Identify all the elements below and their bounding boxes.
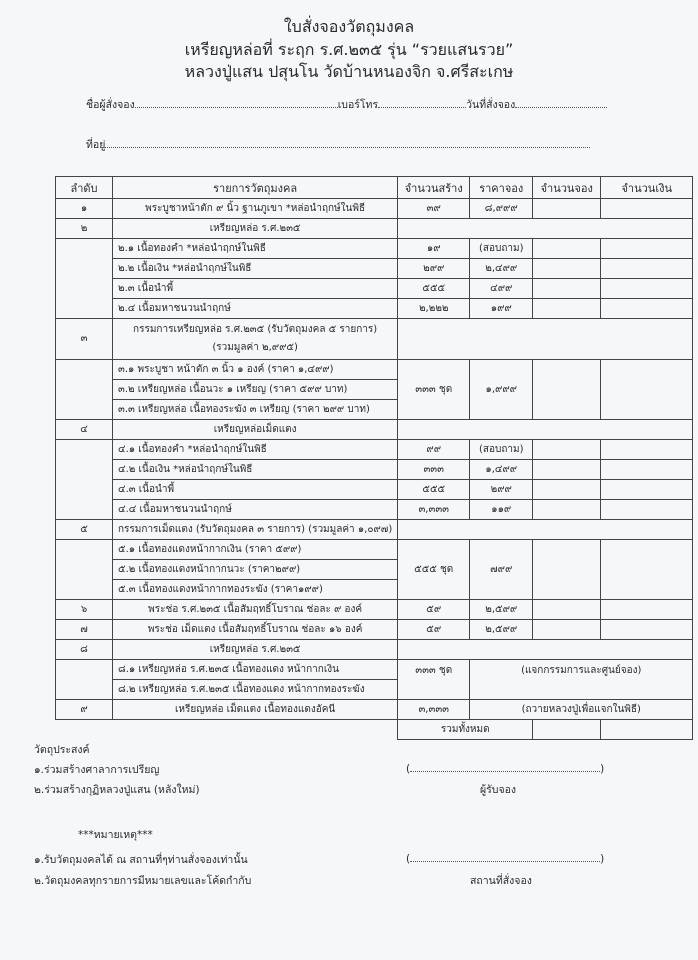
item-price: ๑๑๙ <box>470 500 533 520</box>
item-qty: ๓๙ <box>398 199 470 219</box>
order-count-cell[interactable] <box>533 360 601 420</box>
table-row <box>56 259 693 279</box>
item-qty: ๕๙ <box>398 620 470 640</box>
table-row <box>56 640 693 660</box>
amount-cell[interactable] <box>601 440 693 460</box>
item-no: ๗ <box>56 620 113 640</box>
date-label: วันที่สั่งจอง <box>466 99 516 111</box>
table-row <box>56 520 693 540</box>
address-label: ที่อยู่ <box>86 139 106 151</box>
order-count-cell[interactable] <box>533 239 601 259</box>
item-no: ๒ <box>56 219 113 239</box>
col-header: ลำดับ <box>56 177 113 199</box>
item-name: เหรียญหล่อ ร.ศ.๒๓๕ <box>113 640 398 660</box>
amount-cell[interactable] <box>601 620 693 640</box>
document-title: ใบสั่งจองวัตถุมงคล <box>283 17 415 36</box>
item-price: ๒๙๙ <box>470 480 533 500</box>
table-row <box>56 480 693 500</box>
col-header: จำนวนเงิน <box>601 177 693 199</box>
item-price: ๑,๔๙๙ <box>470 460 533 480</box>
item-name: ๒.๒ เนื้อเงิน *หล่อนำฤกษ์ในพิธี <box>113 259 398 279</box>
table-row <box>56 540 693 560</box>
place-label: สถานที่สั่งจอง <box>470 875 532 887</box>
amount-cell[interactable] <box>601 199 693 219</box>
amount-cell[interactable] <box>601 600 693 620</box>
item-price: (สอบถาม) <box>470 440 533 460</box>
address-field[interactable] <box>105 137 590 148</box>
table-row <box>56 660 693 680</box>
item-qty: ๓,๓๓๓ <box>398 500 470 520</box>
paren: ( <box>406 853 411 865</box>
item-qty: ๙๙ <box>398 440 470 460</box>
item-note: (แจกกรรมการและศูนย์จอง) <box>470 660 693 700</box>
item-name: ๔.๓ เนื้อนำพี้ <box>113 480 398 500</box>
item-qty: ๑๙ <box>398 239 470 259</box>
item-qty: ๓๓๓ ชุด <box>398 360 470 420</box>
item-no: ๑ <box>56 199 113 219</box>
item-no: ๖ <box>56 600 113 620</box>
order-count-cell[interactable] <box>533 259 601 279</box>
table-row <box>56 700 693 720</box>
order-count-cell[interactable] <box>533 460 601 480</box>
col-header: ราคาจอง <box>470 177 533 199</box>
item-name: ๓.๒ เหรียญหล่อ เนื้อนวะ ๑ เหรียญ (ราคา ๕๙๙ บาท) <box>113 380 398 400</box>
item-name: ๘.๑ เหรียญหล่อ ร.ศ.๒๓๕ เนื้อทองแดง หน้ากากเงิน <box>113 660 398 680</box>
order-count-cell[interactable] <box>533 299 601 319</box>
signature-dots <box>410 761 600 772</box>
order-info-line <box>86 96 607 113</box>
amount-cell[interactable] <box>601 360 693 420</box>
date-field[interactable] <box>515 97 607 108</box>
spacer <box>56 720 113 740</box>
phone-label: เบอร์โทร <box>337 99 379 111</box>
note-item: ๑.รับวัตถุมงคลได้ ณ สถานที่ๆท่านสั่งจองเท่านั้น <box>34 854 248 866</box>
table-row <box>56 219 693 239</box>
item-price: ๑๙๙ <box>470 299 533 319</box>
order-count-cell[interactable] <box>533 600 601 620</box>
paren: ) <box>600 763 605 775</box>
item-name: ๕.๒ เนื้อทองแดงหน้ากากนวะ (ราคา๒๙๙) <box>113 560 398 580</box>
item-note: (ถวายหลวงปู่เพื่อแจกในพิธี) <box>470 700 693 720</box>
total-label: รวมทั้งหมด <box>398 720 533 740</box>
item-price: ๒,๕๙๙ <box>470 620 533 640</box>
table-row <box>56 440 693 460</box>
item-name: กรรมการเหรียญหล่อ ร.ศ.๒๓๕ (รับวัตถุมงคล ๕ รายการ) <box>133 324 378 335</box>
phone-field[interactable] <box>378 97 466 108</box>
col-header: จำนวนจอง <box>533 177 601 199</box>
amount-cell[interactable] <box>601 239 693 259</box>
receiver-signature-line[interactable] <box>406 761 604 775</box>
col-header: รายการวัตถุมงคล <box>113 177 398 199</box>
item-price: ๑,๙๙๙ <box>470 360 533 420</box>
item-name: กรรมการเม็ดแตง (รับวัตถุมงคล ๓ รายการ) (รวมมูลค่า ๑,๐๙๗) <box>113 520 398 540</box>
col-header: จำนวนสร้าง <box>398 177 470 199</box>
item-price: ๒,๕๙๙ <box>470 600 533 620</box>
order-count-cell[interactable] <box>533 500 601 520</box>
item-no: ๘ <box>56 640 113 660</box>
item-qty: ๕๕๕ <box>398 279 470 299</box>
item-name: เหรียญหล่อ ร.ศ.๒๓๕ <box>113 219 398 239</box>
document-subtitle-temple: หลวงปู่แสน ปสุนโน วัดบ้านหนองจิก จ.ศรีสะเกษ <box>184 62 514 81</box>
signature-dots <box>410 851 600 862</box>
item-name: พระช่อ เม็ดแตง เนื้อสัมฤทธิ์โบราณ ช่อละ ๑๖ องค์ <box>113 620 398 640</box>
item-qty: ๓๓๓ ชุด <box>398 660 470 700</box>
table-header-row <box>56 177 693 199</box>
total-count-cell[interactable] <box>533 720 601 740</box>
empty-cell <box>56 540 113 600</box>
spacer <box>113 720 398 740</box>
empty-cell <box>56 660 113 700</box>
amount-cell[interactable] <box>601 259 693 279</box>
empty-cell <box>56 239 113 319</box>
document-subtitle: เหรียญหล่อที่ ระฤก ร.ศ.๒๓๕ รุ่น “รวยแสนรวย” <box>184 40 514 59</box>
note-item: ๒.วัตถุมงคลทุกรายการมีหมายเลขและโค้ดกำกับ <box>34 875 252 887</box>
paren: ( <box>406 763 411 775</box>
item-qty: ๕๕๕ ชุด <box>398 540 470 600</box>
empty-cell <box>56 440 113 520</box>
table-row <box>56 420 693 440</box>
empty-cell <box>56 360 113 420</box>
receiver-label: ผู้รับจอง <box>480 784 517 796</box>
item-qty: ๕๙ <box>398 600 470 620</box>
table-row <box>56 620 693 640</box>
item-name: ๕.๑ เนื้อทองแดงหน้ากากเงิน (ราคา ๕๙๙) <box>113 540 398 560</box>
item-name: เหรียญหล่อเม็ดแตง <box>113 420 398 440</box>
item-price: ๔๙๙ <box>470 279 533 299</box>
item-price: ๘,๙๙๙ <box>470 199 533 219</box>
address-line <box>86 136 590 153</box>
order-count-cell[interactable] <box>533 480 601 500</box>
item-price: ๗๙๙ <box>470 540 533 600</box>
item-no: ๙ <box>56 700 113 720</box>
item-price: (สอบถาม) <box>470 239 533 259</box>
item-no: ๔ <box>56 420 113 440</box>
item-name: ๓.๑ พระบูชา หน้าตัก ๓ นิ้ว ๑ องค์ (ราคา ๑,๔๙๙) <box>113 360 398 380</box>
item-qty: ๓,๓๓๓ <box>398 700 470 720</box>
amount-cell[interactable] <box>601 279 693 299</box>
item-name: ๔.๔ เนื้อมหาชนวนนำฤกษ์ <box>113 500 398 520</box>
table-row <box>56 199 693 219</box>
table-row <box>56 279 693 299</box>
empty-cell <box>398 319 693 360</box>
purpose-item: ๑.ร่วมสร้างศาลาการเปรียญ <box>34 764 160 776</box>
table-row <box>56 319 693 360</box>
item-price: ๒,๔๙๙ <box>470 259 533 279</box>
empty-cell <box>398 420 693 440</box>
table-row <box>56 360 693 380</box>
empty-cell <box>398 219 693 239</box>
amount-cell[interactable] <box>601 540 693 600</box>
table-row <box>56 460 693 480</box>
empty-cell <box>398 640 693 660</box>
item-name: ๔.๒ เนื้อเงิน *หล่อนำฤกษ์ในพิธี <box>113 460 398 480</box>
item-name: ๒.๑ เนื้อทองคำ *หล่อนำฤกษ์ในพิธี <box>113 239 398 259</box>
purpose-item: ๒.ร่วมสร้างกุฏิหลวงปู่แสน (หลังใหม่) <box>34 784 200 796</box>
total-row <box>56 720 693 740</box>
item-name-cell <box>113 319 398 360</box>
amount-cell[interactable] <box>601 480 693 500</box>
total-amount-cell[interactable] <box>601 720 693 740</box>
item-name: ๔.๑ เนื้อทองคำ *หล่อนำฤกษ์ในพิธี <box>113 440 398 460</box>
item-name: ๒.๔ เนื้อมหาชนวนนำฤกษ์ <box>113 299 398 319</box>
item-qty: ๒,๒๒๒ <box>398 299 470 319</box>
order-count-cell[interactable] <box>533 199 601 219</box>
table-row <box>56 239 693 259</box>
order-count-cell[interactable] <box>533 620 601 640</box>
item-name-value: (รวมมูลค่า ๒,๙๙๕) <box>212 342 298 353</box>
empty-cell <box>398 520 693 540</box>
table-row <box>56 600 693 620</box>
place-signature-line[interactable] <box>406 851 604 865</box>
amount-cell[interactable] <box>601 500 693 520</box>
item-qty: ๕๕๕ <box>398 480 470 500</box>
item-name: เหรียญหล่อ เม็ดแตง เนื้อทองแดงอัคนี <box>113 700 398 720</box>
item-name: ๘.๒ เหรียญหล่อ ร.ศ.๒๓๕ เนื้อทองแดง หน้ากากทองระฆัง <box>113 680 398 700</box>
purpose-title: วัตถุประสงค์ <box>34 744 90 756</box>
item-name: ๕.๓ เนื้อทองแดงหน้ากากทองระฆัง (ราคา๑๙๙) <box>113 580 398 600</box>
order-count-cell[interactable] <box>533 279 601 299</box>
order-count-cell[interactable] <box>533 540 601 600</box>
amount-cell[interactable] <box>601 460 693 480</box>
note-title: ***หมายเหตุ*** <box>78 829 153 841</box>
item-no: ๓ <box>56 319 113 360</box>
paren: ) <box>600 853 605 865</box>
name-label: ชื่อผู้สั่งจอง <box>86 99 135 111</box>
item-name: ๓.๓ เหรียญหล่อ เนื้อทองระฆัง ๓ เหรียญ (ราคา ๒๙๙ บาท) <box>113 400 398 420</box>
name-field[interactable] <box>135 97 338 108</box>
item-name: พระบูชาหน้าตัก ๙ นิ้ว ฐานภูเขา *หล่อนำฤกษ์ในพิธี <box>113 199 398 219</box>
order-table <box>55 176 693 740</box>
item-qty: ๒๙๙ <box>398 259 470 279</box>
item-no: ๕ <box>56 520 113 540</box>
item-name: พระช่อ ร.ศ.๒๓๕ เนื้อสัมฤทธิ์โบราณ ช่อละ ๙ องค์ <box>113 600 398 620</box>
item-name: ๒.๓ เนื้อนำพี้ <box>113 279 398 299</box>
table-row <box>56 500 693 520</box>
order-count-cell[interactable] <box>533 440 601 460</box>
table-row <box>56 299 693 319</box>
amount-cell[interactable] <box>601 299 693 319</box>
item-qty: ๓๓๓ <box>398 460 470 480</box>
